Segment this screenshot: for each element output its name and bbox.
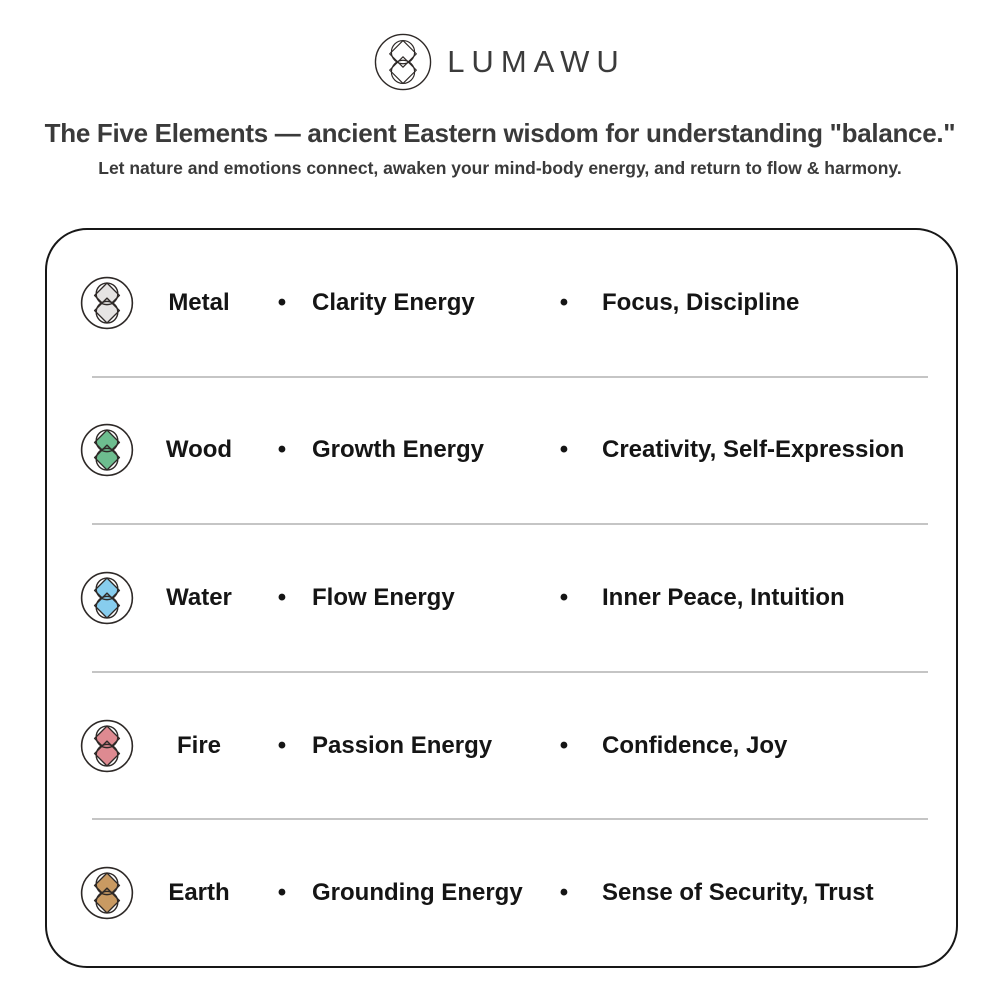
element-name: Fire bbox=[176, 731, 221, 759]
bullet-separator: • bbox=[277, 583, 287, 611]
element-row-earth bbox=[47, 820, 956, 966]
element-row-water bbox=[47, 525, 956, 671]
water-element-icon bbox=[80, 571, 134, 625]
element-energy: Flow Energy bbox=[312, 583, 455, 611]
wood-element-icon bbox=[80, 423, 134, 477]
element-row-wood bbox=[47, 378, 956, 524]
metal-element-icon bbox=[80, 276, 134, 330]
bullet-separator: • bbox=[559, 436, 569, 464]
bullet-separator: • bbox=[559, 583, 569, 611]
page-title: The Five Elements — ancient Eastern wisdom for understanding "balance." bbox=[44, 118, 956, 148]
element-name: Earth bbox=[168, 879, 230, 907]
brand-wordmark: LUMAWU bbox=[447, 44, 626, 79]
element-energy: Grounding Energy bbox=[312, 879, 523, 907]
earth-element-icon bbox=[80, 866, 134, 920]
element-energy: Growth Energy bbox=[312, 436, 485, 464]
element-traits: Sense of Security, Trust bbox=[602, 879, 874, 907]
element-name: Wood bbox=[165, 436, 233, 464]
fire-element-icon bbox=[80, 719, 134, 773]
element-energy: Clarity Energy bbox=[312, 288, 475, 316]
element-traits: Creativity, Self-Expression bbox=[602, 436, 905, 464]
brand-header bbox=[0, 0, 1000, 91]
lumawu-logo-icon bbox=[374, 33, 432, 91]
element-name: Metal bbox=[168, 288, 230, 316]
bullet-separator: • bbox=[559, 288, 569, 316]
element-energy: Passion Energy bbox=[312, 731, 493, 759]
bullet-separator: • bbox=[559, 731, 569, 759]
element-row-fire bbox=[47, 673, 956, 819]
element-traits: Focus, Discipline bbox=[602, 288, 800, 316]
bullet-separator: • bbox=[277, 436, 287, 464]
bullet-separator: • bbox=[559, 879, 569, 907]
bullet-separator: • bbox=[277, 288, 287, 316]
element-row-metal bbox=[47, 230, 956, 376]
element-traits: Confidence, Joy bbox=[602, 731, 788, 759]
element-name: Water bbox=[166, 583, 232, 611]
page-subtitle: Let nature and emotions connect, awaken your mind-body energy, and return to flow & harmony. bbox=[98, 158, 902, 178]
bullet-separator: • bbox=[277, 879, 287, 907]
element-traits: Inner Peace, Intuition bbox=[602, 583, 845, 611]
bullet-separator: • bbox=[277, 731, 287, 759]
five-elements-card bbox=[45, 228, 958, 968]
